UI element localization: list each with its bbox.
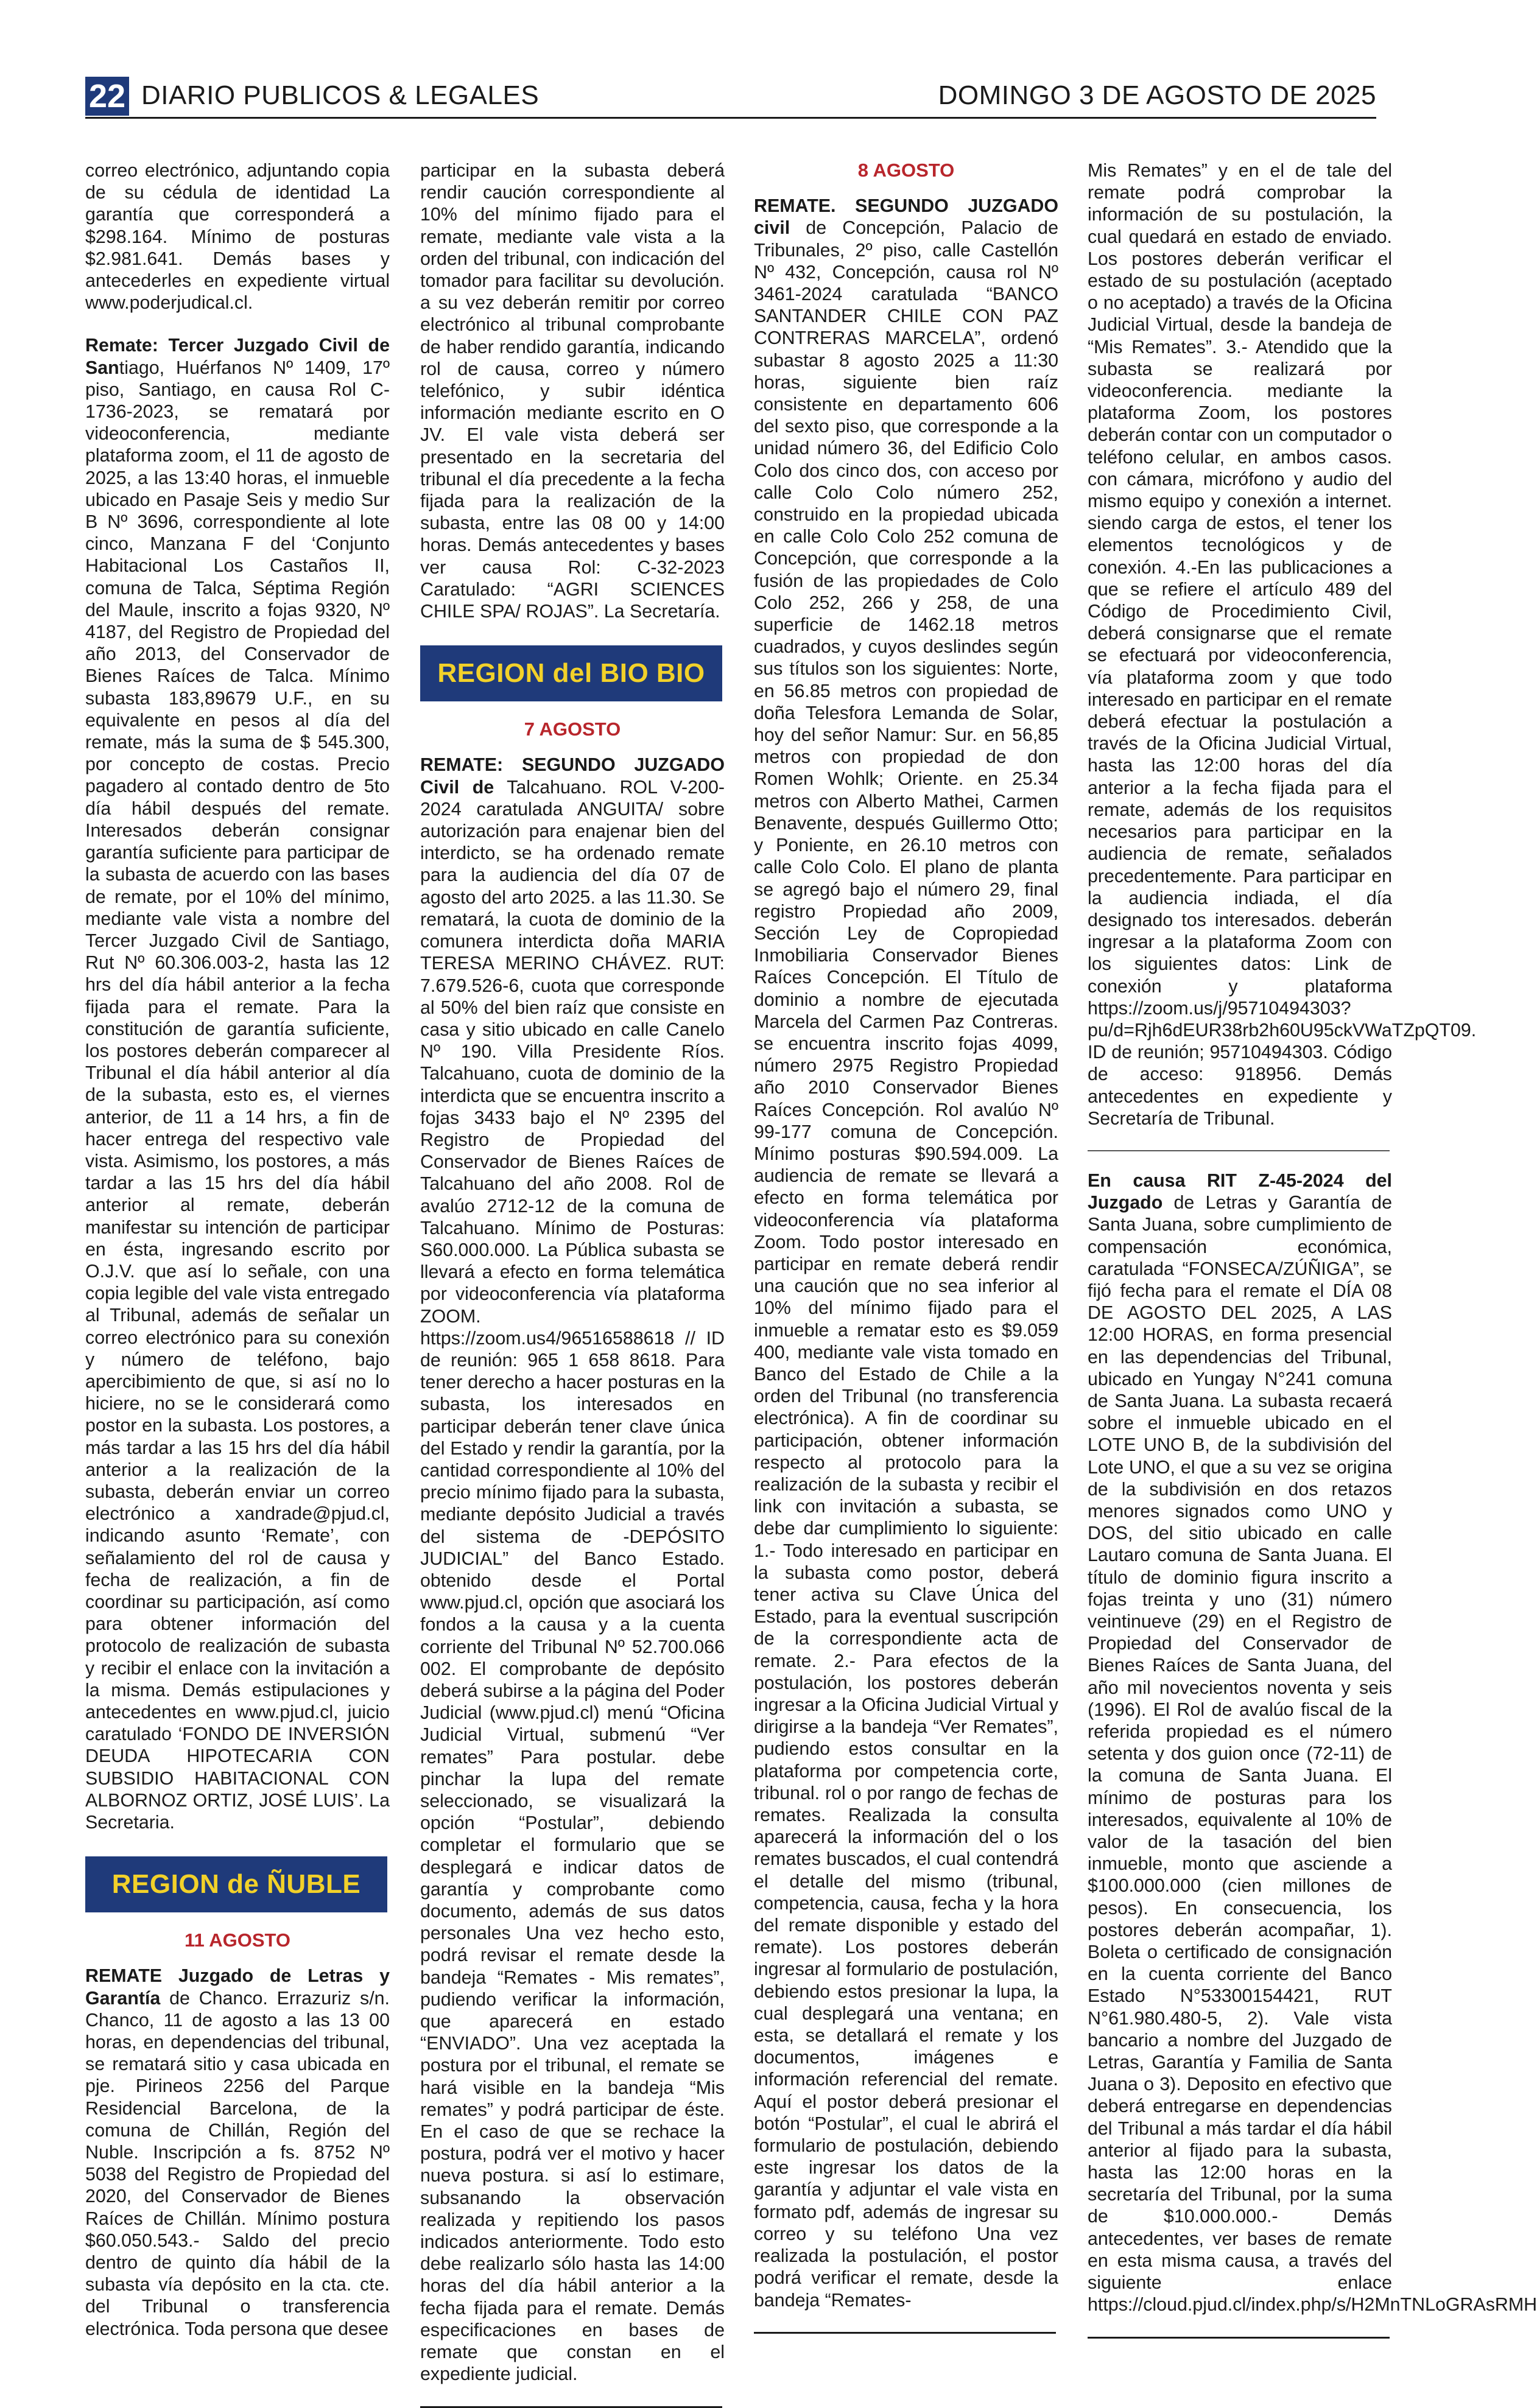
date-heading: 8 AGOSTO (857, 160, 955, 181)
notice-lead: Remate: Tercer Juzgado Civil de San (85, 335, 390, 378)
date-heading: 11 AGOSTO (184, 1929, 290, 1951)
date-heading: 7 AGOSTO (524, 718, 621, 740)
issue-date: DOMINGO 3 DE AGOSTO DE 2025 (938, 80, 1376, 110)
column-4 (1088, 160, 1537, 2339)
column-rule (420, 2406, 722, 2408)
notice-lead: REMATE. SEGUNDO JUZGADO civil (754, 195, 1058, 239)
notice-body: tiago, Huérfanos Nº 1409, 17º piso, Santiago, en causa Rol C-1736-2023, se rematará por videoconferencia, mediante plataforma zoom, el 11 de agosto de 2025, a las 13:40 horas, el inmueble ubicado en Pasaje Seis y medio Sur B Nº 3696, correspondiente al lote cinco, Manzana F del ‘Conjunto Habitacional Los Castaños II, comuna de Talca, Séptima Región del Maule, inscrito a fojas 9320, Nº 4187, del Registro de Propiedad del año 2013, del Conservador de Bienes Raíces de Talca. Mínimo subasta 183,89679 U.F., en su equivalente en pesos al día del remate, más la suma de $ 545.300, por concepto de costas. Precio pagadero al contado dentro de 5to día hábil después del remate. Interesados deberán consignar garantía suficiente para participar de la subasta de acuerdo con las bases de remate, por el 10% del mínimo, mediante vale vista a nombre del Tercer Juzgado Civil de Santiago, Rut Nº 60.306.003-2, hasta las 12 hrs del día hábil anterior a la fecha fijada para el remate. Para la constitución de garantía suficiente, los postores deberán comparecer al Tribunal el día hábil anterior al día de la subasta, esto es, el viernes anterior, de 11 a 14 hrs, a fin de hacer entrega del respectivo vale vista. Asimismo, los postores, a más tardar a las 15 hrs del día hábil anterior al remate, deberán manifestar su intención de participar en ésta, ingresando escrito por O.J.V. que así lo señale, con una copia legible del vale vista entregado al Tribunal, además de señalar un correo electrónico para su conexión y número de teléfono, bajo apercibimiento de que, si así no lo hiciere, no se le considerará como postor en la subasta. Los postores, a más tardar a las 15 hrs del día hábil anterior a la realización de la subasta, deberán enviar un correo electrónico a xandrade@pjud.cl, indicando asunto ‘Remate’, con señalamiento del rol de causa y fecha de realización, a fin de coordinar su participación, así como para obtener información del protocolo de realización de subasta y recibir el enlace con la invitación a la misma. Demás estipulaciones y antecedentes en www.pjud.cl, juicio caratulado ‘FONDO DE INVERSIÓN DEUDA HIPOTECARIA CON SUBSIDIO HABITACIONAL CON ALBORNOZ ORTIZ, JOSÉ LUIS’. La Secretaria. (85, 357, 390, 1833)
page-header (85, 77, 1376, 119)
column-rule (1088, 2337, 1390, 2339)
region-banner-nuble: REGION de ÑUBLE (85, 1856, 387, 1912)
notice-talcahuano (420, 754, 725, 2385)
column-rule (754, 2332, 1056, 2334)
notice-body: Talcahuano. ROL V-200-2024 caratulada ANGUITA/ sobre autorización para enajenar bien del interdicto, se ha ordenado remate para la audiencia del día 07 de agosto del arto 2025. a las 11.30. Se rematará, la cuota de dominio de la comunera interdicta doña MARIA TERESA MERINO CHÁVEZ. RUT: 7.679.526-6, cuota que corresponde al 50% del bien raíz que consiste en casa y sitio ubicado en calle Canelo Nº 190. Villa Presidente Ríos. Talcahuano, cuota de dominio de la interdicta que se encuentra inscrito a fojas 3433 bajo el Nº 2395 del Registro de Propiedad del Conservador de Bienes Raíces de Talcahuano del año 2008. Rol de avalúo 2712-12 de la comuna de Talcahuano. Mínimo de Posturas: S60.000.000. La Pública subasta se llevará a efecto en forma telemática por videoconferencia vía plataforma ZOOM. https://zoom.us4/96516588618 // ID de reunión: 965 1 658 8618. Para tener derecho a hacer posturas en la subasta, los interesados en participar deberán tener clave única del Estado y rendir la garantía, por la cantidad correspondiente al 10% del precio mínimo fijado para la subasta, mediante depósito Judicial a través del sistema de -DEPÓSITO JUDICIAL” del Banco Estado. obtenido desde el Portal www.pjud.cl, opción que asociará los fondos a la causa y a la cuenta corriente del Tribunal Nº 52.700.066 002. El comprobante de depósito deberá subirse a la página del Poder Judicial (www.pjud.cl) menú “Oficina Judicial Virtual, submenú “Ver remates” Para postular. debe pinchar la lupa del remate seleccionado, se visualizará la opción “Postular”, debiendo completar el formulario que se desplegará e indicar datos de garantía y comprobante como documento, además de sus datos personales Una vez hecho esto, podrá revisar el remate desde la bandeja “Remates - Mis remates”, pudiendo verificar la información, que aparecerá en estado “ENVIADO”. Una vez aceptada la postura por el tribunal, el remate se hará visible en la bandeja “Mis remates” y podrá participar de éste. En el caso de que se rechace la postura, podrá ver el motivo y hacer nueva postura. si así lo estimare, subsanando la observación realizada y repitiendo los pasos indicados anteriormente. Todo esto debe realizarlo sólo hasta las 14:00 horas del día hábil anterior a la fecha fijada para el remate. Demás especificaciones en bases de remate que constan en el expediente judicial. (420, 776, 725, 2385)
publication-title: DIARIO PUBLICOS & LEGALES (141, 80, 540, 110)
column-2 (420, 160, 725, 2408)
column-1 (85, 160, 390, 2361)
notice-chanco (85, 1965, 390, 2339)
notice-lead: En causa RIT Z-45-2024 del Juzgado (1088, 1170, 1392, 1213)
notice-continuation: Mis Remates” y en el de tale del remate podrá comprobar la información de su postulación, la cual quedará en estado de enviado. Los postores deberán verificar el estado de su postulación (aceptado o no aceptado) a través de la Oficina Judicial Virtual, desde la bandeja de “Mis Remates”. 3.- Atendido que la subasta se realizará por videoconferencia. mediante la plataforma Zoom, los postores deberán contar con un computador o teléfono celular, en ambos casos. con cámara, micrófono y audio del mismo equipo y conexión a internet. siendo carga de estos, el tener los elementos tecnológicos y de conexión. 4.-En las publicaciones a que se refiere el artículo 489 del Código de Procedimiento Civil, deberá consignarse que el remate se efectuará por videoconferencia, vía plataforma zoom y que todo interesado en participar en el remate deberá efectuar la postulación a través de la Oficina Judicial Virtual, hasta las 12:00 horas del día anterior a la fecha fijada para el remate, además de los requisitos necesarios para participar en la audiencia de remate, señalados precedentemente. Para participar en la audiencia indiada, el día designado tos interesados. deberán ingresar a la plataforma Zoom con los siguientes datos: Link de conexión y plataforma https://zoom.us/j/95710494303?pu/d=Rjh6dEUR38rb2h60U95ckVWaTZpQT09. ID de reunión; 95710494303. Código de acceso: 918956. Demás antecedentes en expediente y Secretaría de Tribunal. (1088, 160, 1477, 1129)
column-3 (754, 160, 1058, 2334)
page-number: 22 (85, 77, 129, 116)
notice-lead: REMATE Juzgado de Letras y Garantía (85, 1965, 390, 2009)
notice-body: de Concepción, Palacio de Tribunales, 2º piso, calle Castellón Nº 432, Concepción, causa rol Nº 3461-2024 caratulada “BANCO SANTANDER CHILE CON PAZ CONTRERAS MARCELA”, ordenó subastar 8 agosto 2025 a 11:30 horas, siguiente bien raíz consistente en departamento 606 del sexto piso, que corresponde a la unidad número 36, del Edificio Colo Colo dos cinco dos, con acceso por calle Colo Colo número 252, construido en la propiedad ubicada en calle Colo Colo 252 comuna de Concepción, que corresponde a la fusión de las propiedades de Colo Colo 252, 266 y 258, de una superficie de 1462.18 metros cuadrados, y cuyos deslindes según sus títulos son los siguientes: Norte, en 56.85 metros con propiedad de doña Telesfora Lemanda de Solar, hoy del señor Namur: Sur. en 56,85 metros con propiedad de don Romen Wohlk; Oriente. en 25.34 metros con Alberto Mathei, Carmen Benavente, después Guillermo Otto; y Poniente, en 26.10 metros con calle Colo Colo. El plano de planta se agregó bajo el número 29, final registro Propiedad año 2009, Sección Ley de Copropiedad Inmobiliaria Conservador Bienes Raíces Concepción. El Título de dominio a nombre de ejecutada Marcela del Carmen Paz Contreras. se encuentra inscrito fojas 4099, número 2975 Registro Propiedad año 2010 Conservador Bienes Raíces Concepción. Rol avalúo Nº 99-177 comuna de Concepción. Mínimo posturas $90.594.009. La audiencia de remate se llevará a efecto en forma telemática por videoconferencia vía plataforma Zoom. Todo postor interesado en participar en remate deberá rendir una caución que no sea inferior al 10% del mínimo fijado para el inmueble a rematar esto es $9.059 400, mediante vale vista tomado en Banco del Estado de Chile a la orden del Tribunal (no transferencia electrónica). A fin de coordinar su participación, obtener información respecto al protocolo para la realización de la subasta y recibir el link con invitación a subasta, se debe dar cumplimiento lo siguiente: 1.- Todo interesado en participar en la subasta como postor, deberá tener activa su Clave Única del Estado, para la eventual suscripción de la correspondiente acta de remate. 2.- Para efectos de la postulación, los postores deberán ingresar a la Oficina Judicial Virtual y dirigirse a la bandeja “Ver Remates”, pudiendo estos consultar en la plataforma por competencia corte, tribunal. rol o por rango de fechas de remates. Realizada la consulta aparecerá la información del o los remates buscados, el cual contendrá el detalle del mismo (tribunal, competencia, causa, fecha y la hora del remate disponible y estado del remate). Los postores deberán ingresar al formulario de postulación, debiendo estos presionar la lupa, la cual desplegará una ventana; en esta, se detallará el remate y los documentos, imágenes e información referencial del remate. Aquí el postor deberá presionar el botón “Postular”, el cual le abrirá el formulario de postulación, debiendo este ingresar los datos de la garantía y adjuntar el vale vista en formato pdf, además de ingresar su correo y su teléfono Una vez realizada la postulación, el postor podrá verificar el remate, desde la bandeja “Remates- (754, 217, 1058, 2311)
section-divider (1088, 1150, 1390, 1151)
notice-continuation: correo electrónico, adjuntando copia de su cédula de identidad La garantía que corresponderá a $298.164. Mínimo de posturas $2.981.641. Demás bases y antecederles en expediente virtual www.poderjudical.cl. (85, 160, 390, 314)
notice-tercer-juzgado-santiago (85, 334, 390, 1833)
notice-body: de Chanco. Errazuriz s/n. Chanco, 11 de agosto a las 13 00 horas, en dependencias del tribunal, se rematará sitio y casa ubicada en pje. Pirineos 2256 del Parque Residencial Barcelona, de la comuna de Chillán, Región del Nuble. Inscripción a fs. 8752 Nº 5038 del Registro de Propiedad del 2020, del Conservador de Bienes Raíces de Chillán. Mínimo postura $60.050.543.- Saldo del precio dentro de quinto día hábil de la subasta vía depósito en la cta. cte. del Tribunal o transferencia electrónica. Toda persona que desee (85, 1987, 390, 2339)
notice-continuation: participar en la subasta deberá rendir caución correspondiente al 10% del mínimo fijado para el remate, mediante vale vista a la orden del tribunal, con indicación del tomador para facilitar su devolución. a su vez deberán remitir por correo electrónico al tribunal comprobante de haber rendido garantía, indicando rol de causa, correo y número telefónico, y subir idéntica información mediante escrito en O JV. El vale vista deberá ser presentado en la secretaria del tribunal el día precedente a la fecha fijada para la realización de la subasta, entre las 08 00 y 14:00 horas. Demás antecedentes y bases ver causa Rol: C-32-2023 Caratulado: “AGRI SCIENCES CHILE SPA/ ROJAS”. La Secretaría. (420, 160, 725, 622)
notice-concepcion (754, 195, 1058, 2311)
notice-santa-juana (1088, 1170, 1537, 2316)
notice-body: de Letras y Garantía de Santa Juana, sobre cumplimiento de compensación económica, caratulada “FONSECA/ZÚÑIGA”, se fijó fecha para el remate el DÍA 08 DE AGOSTO DEL 2025, A LAS 12:00 HORAS, en forma presencial en las dependencias del Tribunal, ubicado en Yungay N°241 comuna de Santa Juana. La subasta recaerá sobre el inmueble ubicado en el LOTE UNO B, de la subdivisión del Lote UNO, el que a su vez se origina de la subdivisión en dos retazos menores signados como UNO y DOS, del sitio ubicado en calle Lautaro comuna de Santa Juana. El título de dominio figura inscrito a fojas treinta y uno (31) número veintinueve (29) en el Registro de Propiedad del Conservador de Bienes Raíces de Santa Juana, del año mil novecientos noventa y seis (1996). El Rol de avalúo fiscal de la referida propiedad es el número setenta y dos guion once (72-11) de la comuna de Santa Juana. El mínimo de posturas para los interesados, equivalente al 10% de valor de la tasación del bien inmueble, monto que asciende a $100.000.000 (cien millones de pesos). En consecuencia, los postores deberán acompañar, 1). Boleta o certificado de consignación en la cuenta corriente del Banco Estado N°53300154421, RUT N°61.980.480-5, 2). Vale vista bancario a nombre del Juzgado de Letras, Garantía y Familia de Santa Juana o 3). Deposito en efectivo que deberá entregarse en dependencias del Tribunal a más tardar el día hábil anterior al fijado para la subasta, hasta las 12:00 horas en la secretaría del Tribunal, por la suma de $10.000.000.- Demás antecedentes, ver bases de remate en esta misma causa, a través del siguiente enlace https://cloud.pjud.cl/index.php/s/H2MnTNLoGRAsRMH (1088, 1192, 1537, 2315)
notice-lead: REMATE: SEGUNDO JUZGADO Civil de (420, 754, 725, 798)
region-banner-biobio: REGION del BIO BIO (420, 645, 722, 701)
